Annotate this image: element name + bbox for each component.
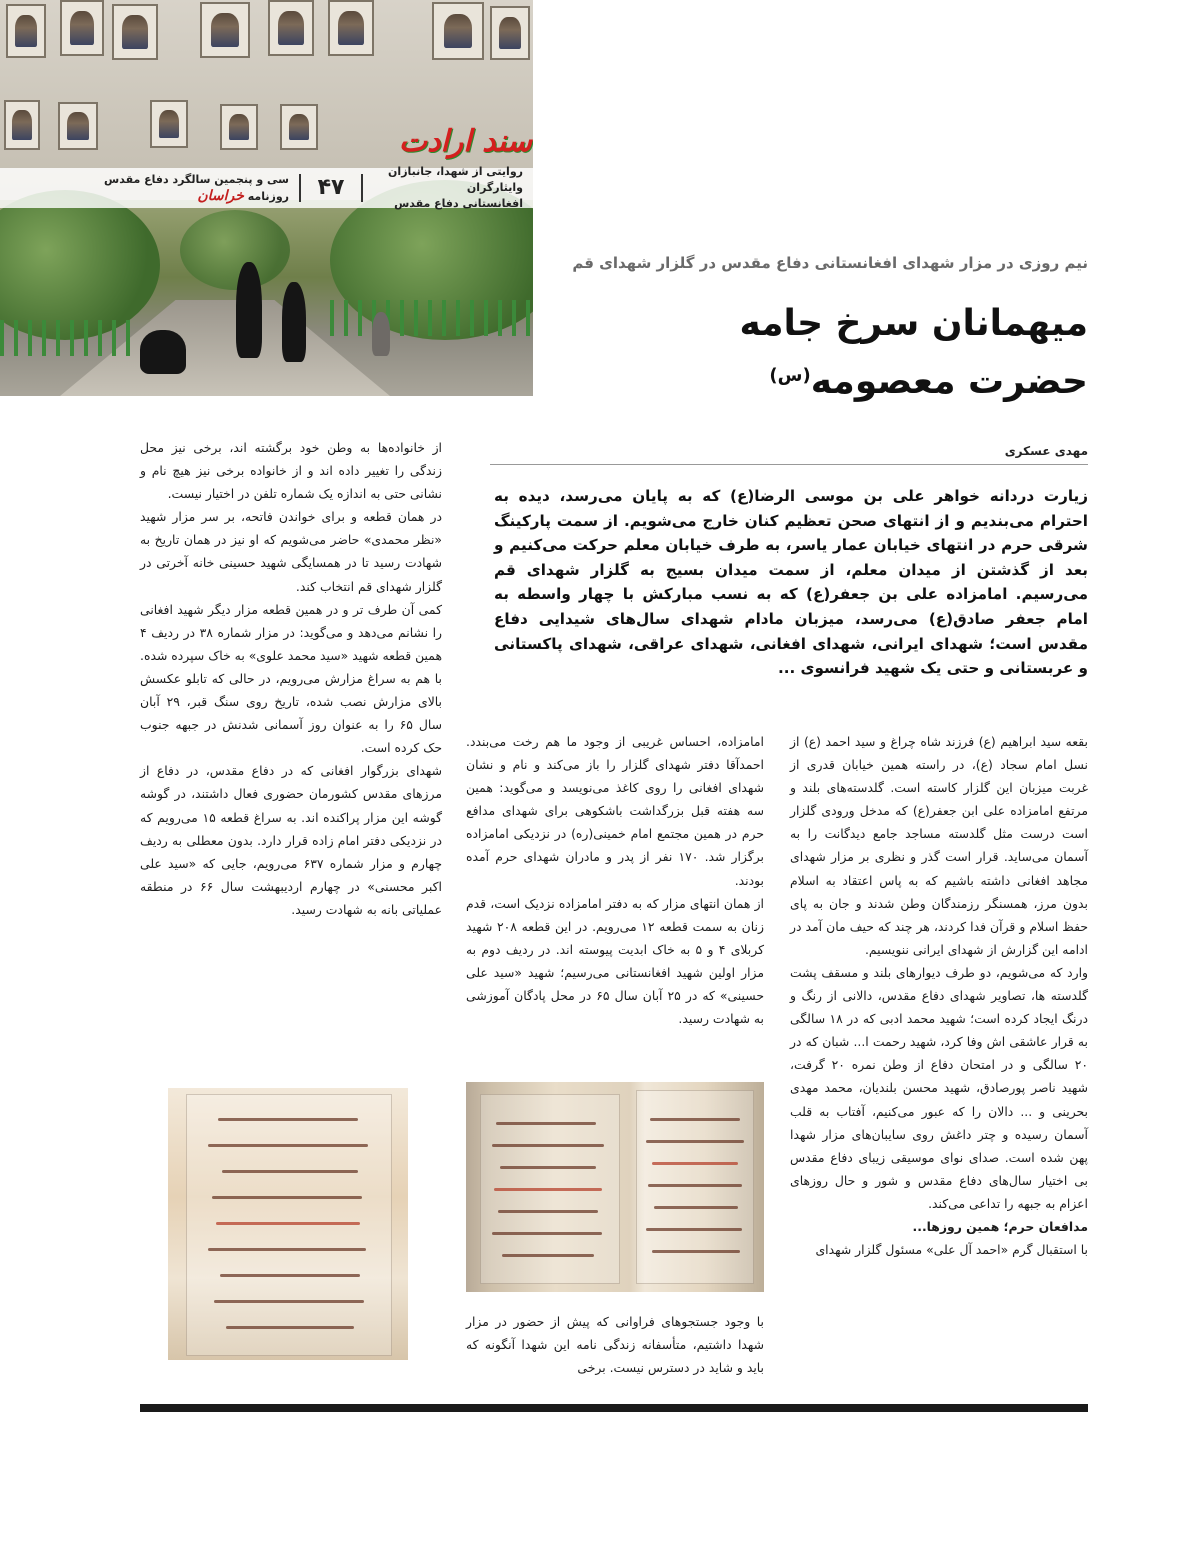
martyr-portrait: [220, 104, 258, 150]
paragraph: با هم به سراغ مزارش می‌رویم، در حالی که تابلو عکسش بالای مزارش نصب شده، تاریخ روی سنگ قبر، ۲۹ آبان سال ۶۵ را به عنوان روز آسمانی شدنش در جبهه جنوب حک کرده است.: [140, 670, 442, 756]
martyr-portrait: [4, 100, 40, 150]
engraving-line: [226, 1326, 354, 1329]
paragraph: در همان قطعه و برای خواندن فاتحه، بر سر مزار شهید «نظر محمدی» حاضر می‌شویم که او نیز در همان تاریخ به شهادت رسید تا در همسایگی شهید حسینی خانه آخرتی در گلزار شهدای قم انتخاب کند.: [140, 509, 442, 594]
engraving-line: [494, 1188, 602, 1191]
gravestone-photo-left: [168, 1088, 408, 1360]
person-figure: [140, 330, 186, 374]
engraving-line: [208, 1248, 366, 1251]
person-figure: [282, 282, 306, 362]
engraving-line: [492, 1232, 602, 1235]
engraving-line: [216, 1222, 360, 1225]
paragraph: امامزاده، احساس غریبی از وجود ما هم رخت می‌بندد. احمدآقا دفتر شهدای گلزار را باز می‌کند و نام و نشان شهدای افغانی را روی کاغذ می‌نویسد و می‌گوید: همین سه هفته قبل بزرگداشت باشکوهی برای شهدای مدافع حرم در همین مجتمع امام خمینی(ره) در نزدیکی امامزاده برگزار شد. ۱۷۰ نفر از پدر و مادران شهدای حرم آمده بودند.: [466, 734, 764, 888]
engraving-line: [220, 1274, 360, 1277]
paragraph: بقعه سید ابراهیم (ع) فرزند شاه چراغ و سید احمد (ع) از نسل امام سجاد (ع)، در راسته همین خیابان قدری از غربت میزبان این گلزار کاسته است. گلدسته‌های بلند و مرتفع امامزاده علی ابن جعفر(ع) که مدخل ورودی گلزار است درست مثل گلدسته مساجد جامع دیدگانت را به آسمان می‌ساید. قرار است گذر و نظری بر مزار شهدای مجاهد افغانی داشته باشیم که به پاس اعتقاد به اسلام بدون مرز، همسنگر رزمندگان وطن شدند و جان به پای حفظ اسلام و قرآن فدا کردند، هر چند که حیف مان آمد در ادامه این گزارش از شهدای ایرانی ننویسیم.: [790, 734, 1088, 957]
engraving-line: [498, 1210, 598, 1213]
engraving-line: [218, 1118, 358, 1121]
engraving-line: [222, 1170, 358, 1173]
anniversary-label: سی و پنجمین سالگرد دفاع مقدس روزنامه خراسان: [104, 172, 289, 204]
gravestone: [186, 1094, 392, 1356]
engraving-line: [492, 1144, 604, 1147]
engraving-line: [652, 1162, 738, 1165]
cemetery-photo: [0, 0, 533, 396]
magazine-header-bar: [0, 165, 533, 210]
newspaper-name: خراسان: [197, 187, 244, 204]
engraving-line: [496, 1122, 596, 1125]
paragraph: از خانواده‌ها به وطن خود برگشته اند، برخی نیز محل زندگی را تغییر داده اند و از خانواده برخی نیز هیچ نام و نشانی حتی به اندازه یک شماره تلفن در اختیار نیست.: [140, 440, 442, 502]
engraving-line: [214, 1300, 364, 1303]
person-figure: [236, 262, 262, 358]
body-column-right: [790, 730, 1088, 1261]
green-railing: [0, 320, 130, 356]
paragraph: با استقبال گرم «احمد آل علی» مسئول گلزار شهدای: [815, 1242, 1088, 1258]
martyr-portrait: [280, 104, 318, 150]
engraving-line: [654, 1206, 738, 1209]
martyr-portrait: [490, 6, 530, 60]
subheading: مدافعان حرم؛ همین روزها...: [912, 1218, 1088, 1234]
engraving-line: [208, 1144, 368, 1147]
engraving-line: [646, 1228, 742, 1231]
martyr-portrait: [150, 100, 188, 148]
paragraph: با وجود جستجوهای فراوانی که پیش از حضور در مزار شهدا داشتیم، متأسفانه زندگی نامه این شهدا آنگونه که باید و شاید در دسترس نیست. برخی: [466, 1314, 764, 1376]
article-supertitle: نیم روزی در مزار شهدای افغانستانی دفاع مقدس در گلزار شهدای قم: [572, 254, 1088, 272]
tree: [0, 190, 160, 340]
person-figure: [372, 312, 390, 356]
paragraph: شهدای بزرگوار افغانی که در دفاع مقدس، در دفاع از مرزهای مقدس کشورمان حضوری فعال داشتند، در گوشه گوشه این مزار پراکنده اند. به سراغ قطعه ۱۵ می‌رویم که در نزدیکی دفتر امام زاده قرار دارد. بدون معطلی به ردیف چهارم و مزار شماره ۶۳۷ می‌رویم، جایی که «سید علی اکبر محسنی» در چهارم اردیبهشت سال ۶۶ در منطقه عملیاتی بانه به شهادت رسید.: [140, 763, 442, 917]
martyr-portrait: [328, 0, 374, 56]
body-column-middle-bottom: [466, 1310, 764, 1379]
footer-rule: [140, 1404, 1088, 1412]
series-label: روایتی از شهدا، جانبازان وایثارگران افغانستانی دفاع مقدس: [388, 165, 523, 210]
martyr-portrait: [112, 4, 158, 60]
engraving-line: [500, 1166, 596, 1169]
martyr-portrait: [58, 102, 98, 150]
engraving-line: [502, 1254, 594, 1257]
martyr-portrait: [432, 2, 484, 60]
article-lead: زیارت دردانه خواهر علی بن موسی الرضا(ع) که به پایان می‌رسد، دیده به احترام می‌بندیم و از انتهای صحن تعظیم کنان خارج می‌شویم. از سمت پارکینگ شرقی حرم در انتهای خیابان عمار یاسر، به طرف خیابان معلم حرکت می‌کنیم و بعد از گذشتن از میدان معلم، از سمت میدان بسیج به گلزار شهدای قم می‌رسیم. امامزاده علی بن جعفر(ع) که به نسب مبارکش با چهار واسطه به امام جعفر صادق(ع) می‌رسد، میزبان مادام شهدای سال‌های شیدایی دفاع مقدس است؛ شهدای ایرانی، شهدای افغانی، شهدای عراقی، شهدای پاکستانی و عربستانی و حتی یک شهید فرانسوی ...: [494, 487, 1088, 678]
body-column-left: [140, 436, 442, 921]
body-column-middle: [466, 730, 764, 1030]
engraving-line: [652, 1250, 740, 1253]
tree: [180, 210, 290, 290]
engraving-line: [646, 1140, 744, 1143]
green-railing: [330, 300, 530, 336]
martyr-portrait: [268, 0, 314, 56]
magazine-logo: سند ارادت: [398, 124, 532, 159]
martyr-portrait: [6, 4, 46, 58]
engraving-line: [650, 1118, 740, 1121]
paragraph: از همان انتهای مزار که به دفتر امامزاده نزدیک است، قدم زنان به سمت قطعه ۱۲ می‌رویم. در این قطعه ۲۰۸ شهید کربلای ۴ و ۵ به خاک ابدیت پیوسته اند. در ردیف دوم به مزار اولین شهید افغانستانی می‌رسیم؛ شهید «سید علی حسینی» که در ۲۵ آبان سال ۶۵ در محل پادگان آموزشی به شهادت رسید.: [466, 895, 764, 1027]
martyr-portrait: [200, 2, 250, 58]
gravestone-photo-right: [466, 1082, 764, 1292]
paragraph: وارد که می‌شویم، دو طرف دیوارهای بلند و مسقف پشت گلدسته ها، تصاویر شهدای دفاع مقدس، دالانی از رنگ و درنگ ایجاد کرده است؛ شهید محمد ادبی که در ۱۸ سالگی به قرار عاشقی اش وفا کرد، شهید رحمت ا... شبان که در ۲۰ سالگی و در امتحان دفاع از وطن نمره ۲۰ گرفت، شهید ناصر پورصادق، شهید محسن بلندیان، محمد مهدی بحرینی و ... دالان را که عبور می‌کنیم، آفتاب به قلب آسمان رسیده و چتر داغش روی سایبان‌های مزار شهدا پهن شده است. صدای نوای موسیقی زیبای دفاع مقدس بی اختیار سال‌های دفاع مقدس و شور و حال روزهای اعزام به جبهه را تداعی می‌کند.: [790, 964, 1089, 1211]
martyr-portrait: [60, 0, 104, 56]
engraving-line: [648, 1184, 742, 1187]
engraving-line: [212, 1196, 362, 1199]
article-title-line1: میهمانان سرخ جامه: [739, 303, 1088, 344]
paragraph: کمی آن طرف تر و در همین قطعه مزار دیگر شهید افغانی را نشانم می‌دهد و می‌گوید: در مزار شماره ۳۸ در ردیف ۴ همین قطعه شهید «سید محمد علوی» به خاک سپرده شده.: [140, 601, 443, 663]
author-byline: مهدی عسکری: [490, 444, 1088, 465]
article-title-line2: حضرت معصومه$^{(س)}$: [769, 361, 1088, 402]
issue-number: ۴۷: [299, 174, 363, 202]
